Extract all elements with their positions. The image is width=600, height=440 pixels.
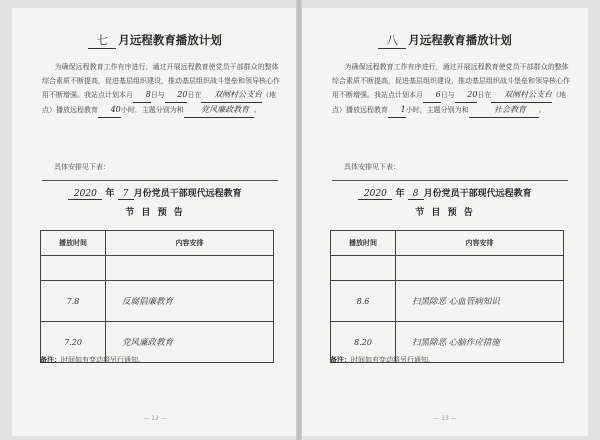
table-row	[331, 256, 564, 281]
schedule-title-text: 月份党员干部现代远程教育	[133, 189, 242, 199]
row-time: 8.6	[331, 281, 396, 322]
divider	[42, 180, 278, 181]
schedule-title	[12, 186, 298, 200]
page-number: — 12 —	[143, 415, 167, 422]
col-content-header: 内容安排	[106, 231, 274, 256]
row-content: 扫黑除恶 心脑作应措施	[396, 322, 564, 363]
day-sep: 日与	[150, 91, 165, 99]
theme-value: 党风廉政教育	[184, 103, 254, 118]
page-number: — 13 —	[433, 415, 457, 422]
note-label: 备注：	[330, 356, 351, 364]
month-value: 7	[118, 189, 134, 200]
schedule-table	[40, 230, 274, 363]
row-content: 扫黑除恶 心血管病知识	[396, 281, 564, 322]
title-month: 八	[378, 32, 406, 49]
intro-text: 具体安排见下表：	[54, 163, 110, 171]
day-sep: 日与	[440, 91, 455, 99]
location-prefix: 日在	[477, 91, 492, 99]
hours-label: 小时，主题分别为和	[405, 106, 469, 114]
location-value: 双闸村公支台	[201, 88, 262, 103]
table-header-row	[41, 231, 274, 256]
note	[330, 355, 435, 365]
year-unit: 年	[105, 189, 115, 199]
location-prefix: 日在	[187, 91, 202, 99]
plan-paragraph: 为确保远程教育工作有序进行，通过开展远程教育使党员干部群众的整体综合素质不断提高，促进基层组织建设，推动基层组织战斗堡垒和领导核心作用不断增强。我站点计划本月 8日与 20日在 双闸村公支台（地点）播放远程教育 40小时，主题分别为和 党风廉政教育 。	[42, 60, 282, 118]
row-content: 党风廉政教育	[106, 322, 274, 363]
schedule-subtitle: 节 目 预 告	[125, 208, 185, 218]
title-text: 月远程教育播放计划	[118, 33, 222, 47]
month-value: 8	[408, 189, 424, 200]
note	[40, 355, 145, 365]
schedule-table	[330, 230, 564, 363]
day2-value: 20	[165, 88, 188, 103]
hours-value: 1	[388, 103, 406, 118]
paragraph-text: 为确保远程教育工作有序进行，通过开展远程教育使党员干部群众的整体综合素质不断提高，促进基层组织建设，推动基层组织战斗堡垒和领导核心作用不断增强。我站点计划本月	[42, 63, 280, 99]
day1-value: 8	[133, 88, 151, 103]
table-row	[41, 256, 274, 281]
schedule-subtitle: 节 目 预 告	[415, 208, 475, 218]
year-unit: 年	[395, 189, 405, 199]
paragraph-text: 为确保远程教育工作有序进行，通过开展远程教育使党员干部群众的整体综合素质不断提高，促进基层组织建设，推动基层组织战斗堡垒和领导核心作用不断增强。我站点计划本月	[332, 63, 570, 99]
table-row	[331, 281, 564, 322]
plan-paragraph: 为确保远程教育工作有序进行，通过开展远程教育使党员干部群众的整体综合素质不断提高，促进基层组织建设，推动基层组织战斗堡垒和领导核心作用不断增强。我站点计划本月 6日与 20日在 双闸村公支台（地点）播放远程教育 1小时，主题分别为和 社会教育 。	[332, 60, 572, 118]
theme-value: 社会教育	[469, 103, 539, 118]
page-title	[12, 32, 298, 49]
schedule-title-text: 月份党员干部现代远程教育	[423, 189, 532, 199]
col-time-header: 播放时间	[331, 231, 396, 256]
location-value: 双闸村公支台	[491, 88, 552, 103]
year-value: 2020	[68, 189, 102, 200]
hours-label: 小时，主题分别为和	[120, 106, 184, 114]
hours-value: 40	[98, 103, 121, 118]
title-text: 月远程教育播放计划	[408, 33, 512, 47]
row-time: 8.20	[331, 322, 396, 363]
col-time-header: 播放时间	[41, 231, 106, 256]
row-time: 7.8	[41, 281, 106, 322]
title-month: 七	[88, 32, 116, 49]
intro-text: 具体安排见下表：	[344, 163, 400, 171]
row-content: 反腐倡廉教育	[106, 281, 274, 322]
schedule-title	[302, 186, 588, 200]
day1-value: 6	[423, 88, 441, 103]
day2-value: 20	[455, 88, 478, 103]
col-content-header: 内容安排	[396, 231, 564, 256]
divider	[332, 180, 568, 181]
year-value: 2020	[358, 189, 392, 200]
right-page	[302, 8, 588, 436]
location-label: （地点）播放远程教育	[332, 91, 567, 114]
note-label: 备注：	[40, 356, 61, 364]
row-time: 7.20	[41, 322, 106, 363]
left-page	[12, 8, 298, 436]
location-label: （地点）播放远程教育	[42, 91, 277, 114]
table-row	[41, 281, 274, 322]
note-text: 时间如有变动将另行通知。	[351, 356, 435, 364]
note-text: 时间如有变动将另行通知。	[61, 356, 145, 364]
table-header-row	[331, 231, 564, 256]
page-title	[302, 32, 588, 49]
